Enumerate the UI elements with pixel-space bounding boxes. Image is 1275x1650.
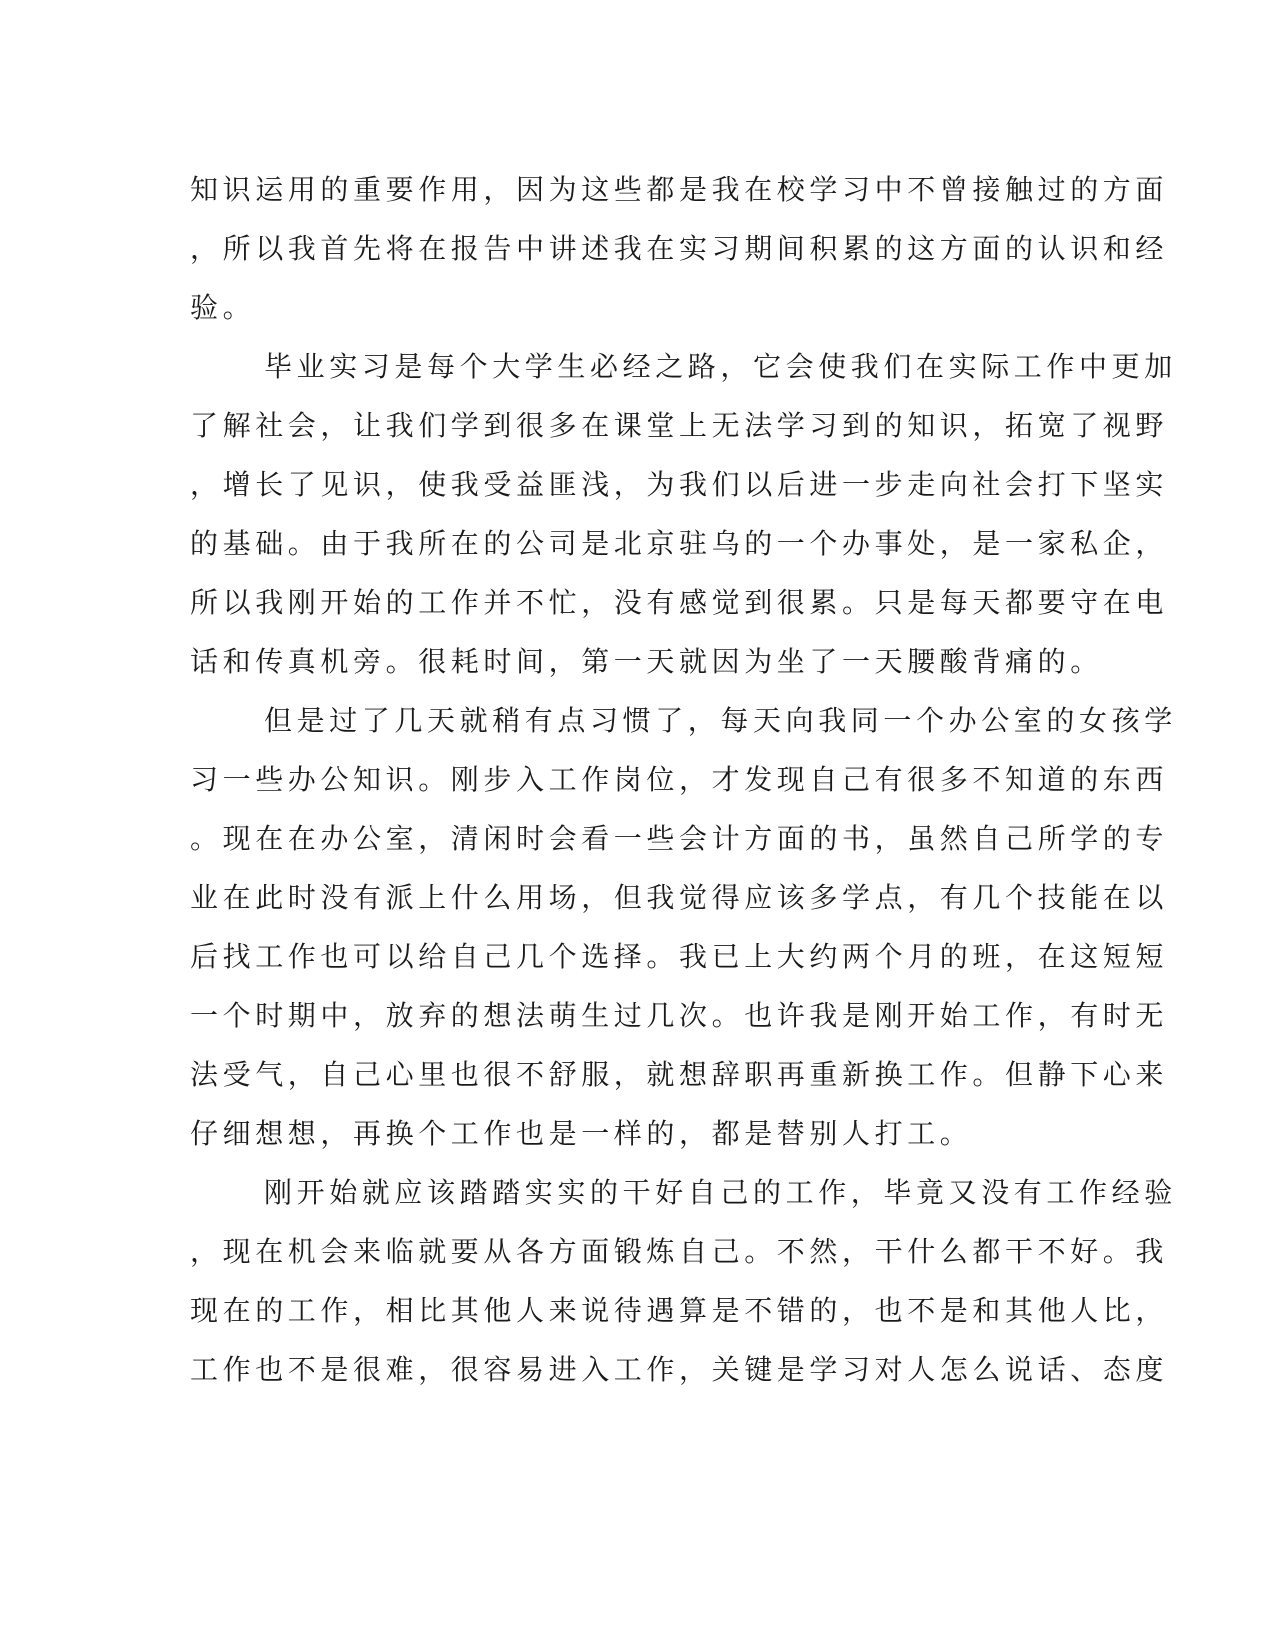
text-line: 法受气，自己心里也很不舒服，就想辞职再重新换工作。但静下心来	[190, 1058, 1169, 1091]
text-line: ，增长了见识，使我受益匪浅，为我们以后进一步走向社会打下坚实	[190, 468, 1169, 501]
document-body	[190, 160, 1177, 1399]
text-line: 一个时期中，放弃的想法萌生过几次。也许我是刚开始工作，有时无	[190, 999, 1169, 1032]
paragraph-first-line: 但是过了几天就稍有点习惯了，每天向我同一个办公室的女孩学	[264, 704, 1177, 737]
text-line: 。现在在办公室，清闲时会看一些会计方面的书，虽然自己所学的专	[190, 822, 1169, 855]
text-line: 仔细想想，再换个工作也是一样的，都是替别人打工。	[190, 1117, 973, 1150]
text-line: 所以我刚开始的工作并不忙，没有感觉到很累。只是每天都要守在电	[190, 586, 1169, 619]
text-line: 了解社会，让我们学到很多在课堂上无法学习到的知识，拓宽了视野	[190, 409, 1169, 442]
text-line: 习一些办公知识。刚步入工作岗位，才发现自己有很多不知道的东西	[190, 763, 1169, 796]
text-line: 现在的工作，相比其他人来说待遇算是不错的，也不是和其他人比，	[190, 1294, 1169, 1327]
text-line: 话和传真机旁。很耗时间，第一天就因为坐了一天腰酸背痛的。	[190, 645, 1103, 678]
paragraph-first-line: 刚开始就应该踏踏实实的干好自己的工作，毕竟又没有工作经验	[264, 1176, 1177, 1209]
paragraph-first-line: 毕业实习是每个大学生必经之路，它会使我们在实际工作中更加	[264, 350, 1177, 383]
text-line: 后找工作也可以给自己几个选择。我已上大约两个月的班，在这短短	[190, 940, 1169, 973]
text-line: ，所以我首先将在报告中讲述我在实习期间积累的这方面的认识和经	[190, 232, 1169, 265]
text-line: 验。	[190, 291, 256, 324]
text-line: 业在此时没有派上什么用场，但我觉得应该多学点，有几个技能在以	[190, 881, 1169, 914]
text-line: 知识运用的重要作用，因为这些都是我在校学习中不曾接触过的方面	[190, 173, 1169, 206]
text-line: ，现在机会来临就要从各方面锻炼自己。不然，干什么都干不好。我	[190, 1235, 1169, 1268]
text-line: 的基础。由于我所在的公司是北京驻乌的一个办事处，是一家私企，	[190, 527, 1169, 560]
text-line: 工作也不是很难，很容易进入工作，关键是学习对人怎么说话、态度	[190, 1353, 1169, 1386]
